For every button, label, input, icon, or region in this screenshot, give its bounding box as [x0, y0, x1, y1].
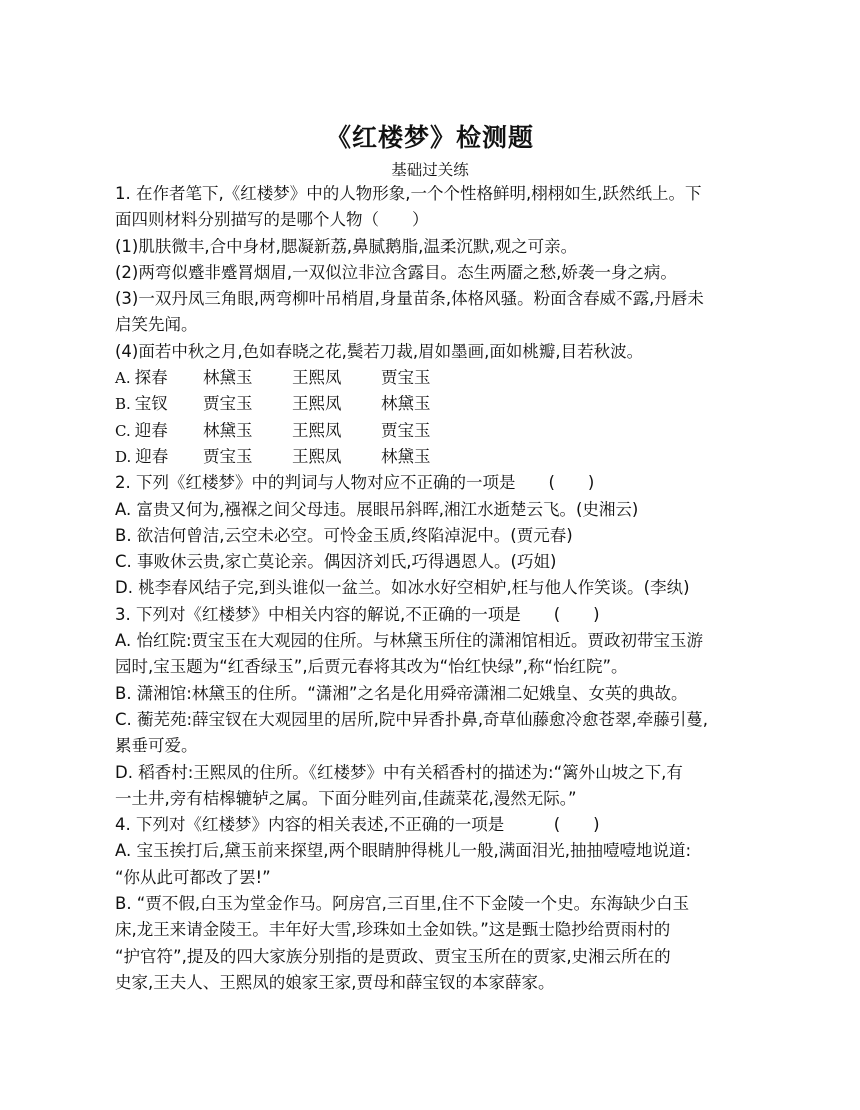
q2-option-b: B. 欲洁何曾洁,云空未必空。可怜金玉质,终陷淖泥中。(贾元春) [115, 525, 573, 545]
question-2 [115, 470, 750, 601]
q3-option-d-cont: 一土井,旁有桔槔辘轳之属。下面分畦列亩,佳蔬菜花,漫然无际。” [115, 788, 577, 808]
q1-option-a [115, 365, 750, 391]
q4-option-a-cont: “你从此可都改了罢!” [115, 867, 271, 887]
document-title: 《红楼梦》检测题 [325, 123, 534, 152]
q1-option-c [115, 418, 750, 444]
question-3 [115, 602, 750, 812]
option-name: 林黛玉 [381, 394, 431, 414]
q2-option-c: C. 事败休云贵,家亡莫论亲。偶因济刘氏,巧得遇恩人。(巧姐) [115, 552, 557, 572]
document-subtitle: 基础过关练 [391, 161, 469, 179]
q4-option-b: B. “贾不假,白玉为堂金作马。阿房宫,三百里,住不下金陵一个史。东海缺少白玉 [115, 894, 690, 914]
option-name: 贾宝玉 [381, 420, 431, 440]
option-label: D. [115, 447, 132, 466]
question-4 [115, 812, 750, 996]
q2-stem: 2. 下列《红楼梦》中的判词与人物对应不正确的一项是 ( ) [115, 473, 595, 493]
option-name: 王熙凤 [292, 368, 342, 388]
document-body [115, 181, 750, 996]
q3-option-c: C. 蘅芜苑:薛宝钗在大观园里的居所,院中异香扑鼻,奇草仙藤愈冷愈苍翠,牵藤引蔓, [115, 709, 709, 729]
q1-stem-line: 面四则材料分别描写的是哪个人物（ ） [115, 210, 429, 230]
q4-option-b-cont: “护官符”,提及的四大家族分别指的是贾政、贾宝玉所在的贾家,史湘云所在的 [115, 946, 671, 966]
q2-option-d: D. 桃李春风结子完,到头谁似一盆兰。如冰水好空相妒,枉与他人作笑谈。(李纨) [115, 578, 690, 598]
option-name: 林黛玉 [203, 420, 253, 440]
q1-material-2: (2)两弯似蹙非蹙罥烟眉,一双似泣非泣含露目。态生两靥之愁,娇袭一身之病。 [115, 262, 677, 282]
q1-option-b [115, 391, 750, 417]
q3-option-a-cont: 园时,宝玉题为“红香绿玉”,后贾元春将其改为“怡红快绿”,称“怡红院”。 [115, 657, 628, 677]
option-name: 贾宝玉 [203, 446, 253, 466]
q3-option-c-cont: 累垂可爱。 [115, 736, 198, 756]
q3-option-b: B. 潇湘馆:林黛玉的住所。“潇湘”之名是化用舜帝潇湘二妃娥皇、女英的典故。 [115, 683, 688, 703]
option-name: 王熙凤 [292, 394, 342, 414]
option-name: 宝钗 [134, 394, 168, 414]
option-name: 林黛玉 [381, 446, 431, 466]
option-name: 贾宝玉 [203, 394, 253, 414]
q1-stem-line: 1. 在作者笔下,《红楼梦》中的人物形象,一个个性格鲜明,栩栩如生,跃然纸上。下 [115, 184, 702, 203]
option-name: 迎春 [135, 446, 169, 466]
option-name: 林黛玉 [203, 368, 253, 388]
q2-option-a: A. 富贵又何为,襁褓之间父母违。展眼吊斜晖,湘江水逝楚云飞。(史湘云) [115, 499, 639, 519]
option-name: 探春 [134, 368, 168, 388]
q1-option-d [115, 444, 750, 470]
q4-stem: 4. 下列对《红楼梦》内容的相关表述,不正确的一项是 ( ) [115, 815, 600, 835]
q4-option-b-cont: 床,龙王来请金陵王。丰年好大雪,珍珠如土金如铁。”这是甄士隐抄给贾雨村的 [115, 920, 671, 940]
q4-option-b-cont: 史家,王夫人、王熙凤的娘家王家,贾母和薛宝钗的本家薛家。 [115, 972, 555, 992]
option-name: 王熙凤 [292, 446, 342, 466]
q1-material-4: (4)面若中秋之月,色如春晓之花,鬓若刀裁,眉如墨画,面如桃瓣,目若秋波。 [115, 341, 644, 361]
q3-option-d: D. 稻香村:王熙凤的住所。《红楼梦》中有关稻香村的描述为:“篱外山坡之下,有 [115, 762, 683, 782]
option-label: A. [115, 369, 131, 388]
option-label: C. [115, 421, 131, 440]
question-1 [115, 181, 750, 470]
q3-option-a: A. 怡红院:贾宝玉在大观园的住所。与林黛玉所住的潇湘馆相近。贾政初带宝玉游 [115, 631, 704, 651]
option-name: 王熙凤 [292, 420, 342, 440]
option-name: 贾宝玉 [381, 368, 431, 388]
option-name: 迎春 [134, 420, 168, 440]
q4-option-a: A. 宝玉挨打后,黛玉前来探望,两个眼睛肿得桃儿一般,满面泪光,抽抽噎噎地说道: [115, 841, 692, 861]
q1-material-1: (1)肌肤微丰,合中身材,腮凝新荔,鼻腻鹅脂,温柔沉默,观之可亲。 [115, 236, 578, 256]
option-label: B. [115, 395, 131, 414]
q1-material-3-cont: 启笑先闻。 [115, 315, 198, 335]
q1-material-3: (3)一双丹凤三角眼,两弯柳叶吊梢眉,身量苗条,体格风骚。粉面含春威不露,丹唇未 [115, 289, 704, 309]
q3-stem: 3. 下列对《红楼梦》中相关内容的解说,不正确的一项是 ( ) [115, 604, 600, 624]
